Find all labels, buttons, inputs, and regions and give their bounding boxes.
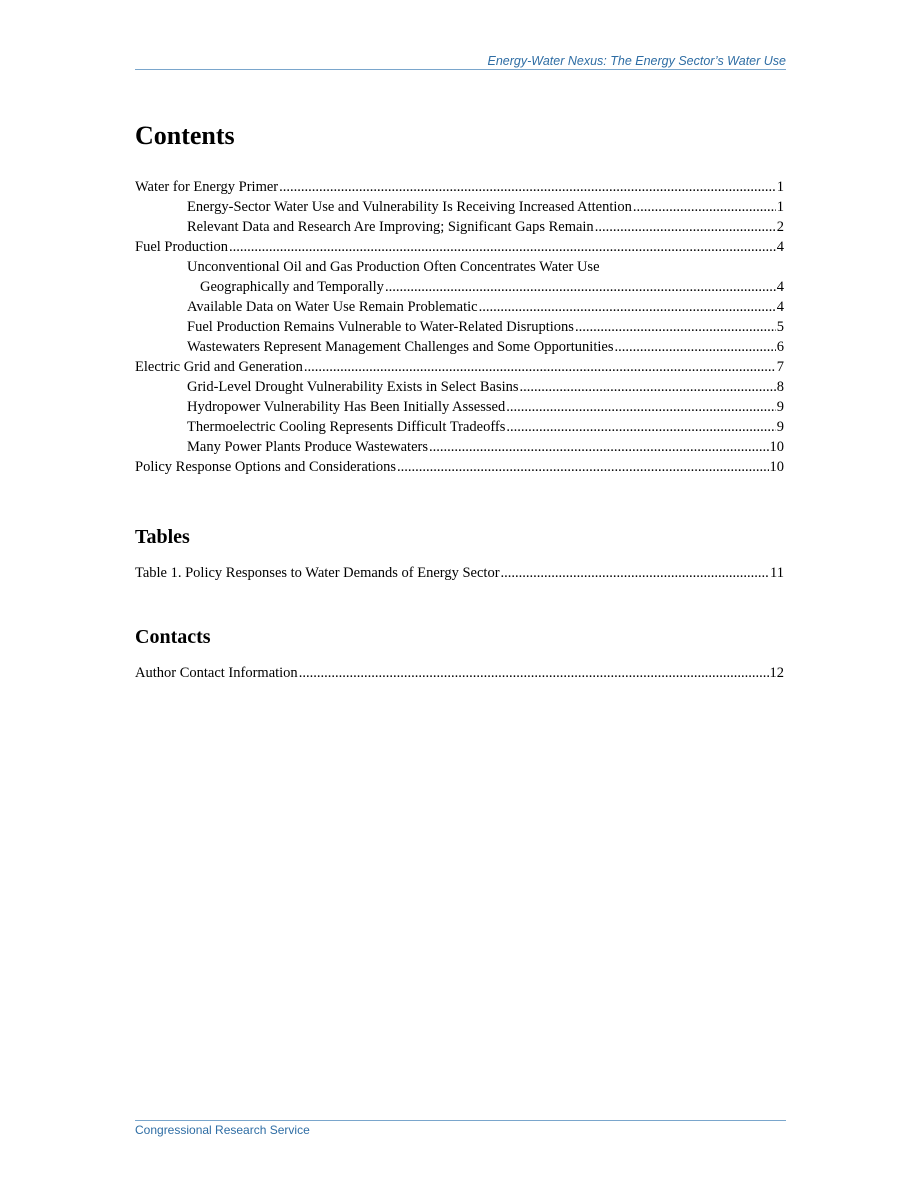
contacts-heading: Contacts bbox=[135, 626, 211, 648]
tables-heading: Tables bbox=[135, 526, 190, 548]
toc-entry[interactable]: Author Contact Information ..... 12 bbox=[135, 663, 784, 683]
tables-list bbox=[135, 563, 784, 583]
toc-entry[interactable]: Grid-Level Drought Vulnerability Exists in Select Basins ..... 8 bbox=[135, 377, 784, 397]
toc-entry[interactable]: Energy-Sector Water Use and Vulnerability Is Receiving Increased Attention ..... 1 bbox=[135, 197, 784, 217]
contents-heading: Contents bbox=[135, 121, 235, 150]
toc-entry[interactable]: Table 1. Policy Responses to Water Demands of Energy Sector ..... 11 bbox=[135, 563, 784, 583]
toc-entry[interactable]: Wastewaters Represent Management Challenges and Some Opportunities ..... 6 bbox=[135, 337, 784, 357]
contents-list bbox=[135, 177, 784, 477]
toc-entry-line2[interactable]: Geographically and Temporally ..... 4 bbox=[135, 277, 784, 297]
toc-entry[interactable]: Fuel Production ..... 4 bbox=[135, 237, 784, 257]
toc-entry[interactable]: Thermoelectric Cooling Represents Difficult Tradeoffs ..... 9 bbox=[135, 417, 784, 437]
footer-rule bbox=[135, 1120, 786, 1121]
toc-entry-line1[interactable]: Unconventional Oil and Gas Production Often Concentrates Water Use bbox=[187, 259, 600, 275]
header-rule bbox=[135, 69, 786, 70]
toc-entry[interactable]: Fuel Production Remains Vulnerable to Water-Related Disruptions ..... 5 bbox=[135, 317, 784, 337]
toc-entry[interactable]: Relevant Data and Research Are Improving; Significant Gaps Remain ..... 2 bbox=[135, 217, 784, 237]
toc-entry[interactable]: Electric Grid and Generation ..... 7 bbox=[135, 357, 784, 377]
contacts-list bbox=[135, 663, 784, 683]
footer-organization: Congressional Research Service bbox=[135, 1123, 310, 1137]
toc-entry[interactable]: Hydropower Vulnerability Has Been Initially Assessed ..... 9 bbox=[135, 397, 784, 417]
toc-entry[interactable]: Available Data on Water Use Remain Problematic ..... 4 bbox=[135, 297, 784, 317]
running-header: Energy-Water Nexus: The Energy Sector’s Water Use bbox=[487, 54, 786, 68]
toc-entry[interactable]: Water for Energy Primer ..... 1 bbox=[135, 177, 784, 197]
toc-entry[interactable]: Policy Response Options and Considerations ..... 10 bbox=[135, 457, 784, 477]
toc-entry[interactable]: Many Power Plants Produce Wastewaters ..... 10 bbox=[135, 437, 784, 457]
